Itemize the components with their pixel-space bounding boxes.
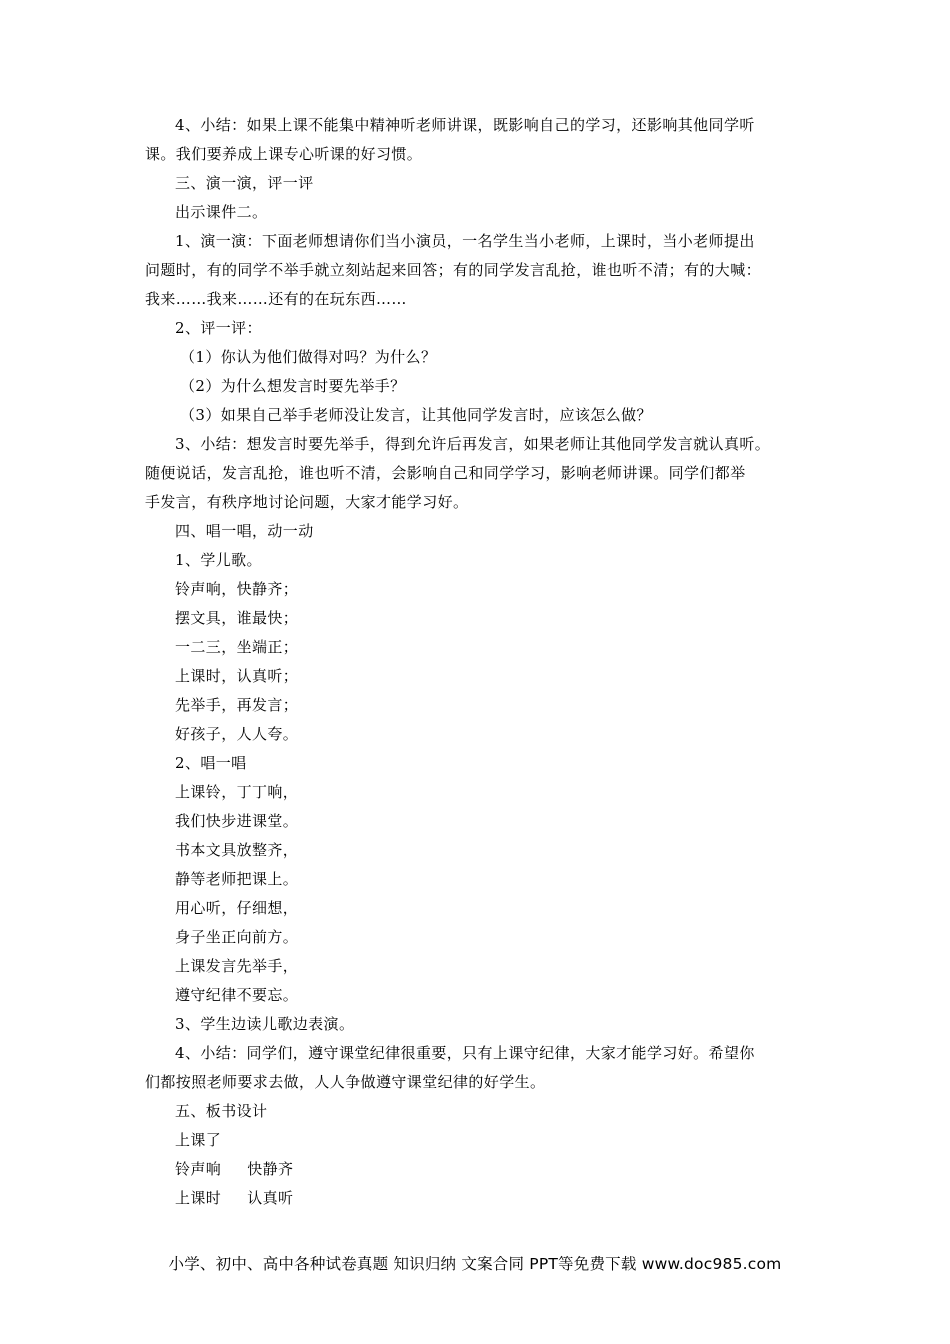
verse-line: 上课发言先举手， <box>175 957 299 975</box>
paragraph-line: 4、小结：如果上课不能集中精神听老师讲课，既影响自己的学习，还影响其他同学听 <box>175 116 755 134</box>
board-cell: 认真听 <box>247 1189 294 1207</box>
document-body <box>145 111 815 1213</box>
verse-line: 上课时，认真听； <box>175 667 299 685</box>
paragraph-line: 我来……我来……还有的在玩东西…… <box>145 290 407 308</box>
verse-line: 静等老师把课上。 <box>175 870 299 888</box>
paragraph-line: 3、小结：想发言时要先举手，得到允许后再发言，如果老师让其他同学发言就认真听。 <box>175 435 771 453</box>
paragraph-line: 手发言，有秩序地讨论问题，大家才能学习好。 <box>145 493 469 511</box>
verse-line: 身子坐正向前方。 <box>175 928 299 946</box>
paragraph-line: 4、小结：同学们，遵守课堂纪律很重要，只有上课守纪律，大家才能学习好。希望你 <box>175 1044 755 1062</box>
paragraph-line: 们都按照老师要求去做，人人争做遵守课堂纪律的好学生。 <box>145 1073 546 1091</box>
footer-banner: 小学、初中、高中各种试卷真题 知识归纳 文案合同 PPT等免费下载 www.doc985.com <box>168 1255 782 1273</box>
question-item: （3）如果自己举手老师没让发言，让其他同学发言时，应该怎么做？ <box>180 406 652 424</box>
verse-line: 上课铃，丁丁响， <box>175 783 299 801</box>
verse-line: 一二三，坐端正； <box>175 638 299 656</box>
paragraph-line: 问题时，有的同学不举手就立刻站起来回答；有的同学发言乱抢，谁也听不清；有的大喊： <box>145 261 762 279</box>
paragraph-line: 1、学儿歌。 <box>175 551 262 569</box>
board-cell: 快静齐 <box>247 1160 294 1178</box>
board-title: 上课了 <box>175 1131 222 1149</box>
board-row <box>145 1184 815 1213</box>
paragraph-line: 3、学生边读儿歌边表演。 <box>175 1015 355 1033</box>
section-heading: 三、演一演，评一评 <box>175 174 314 192</box>
board-cell: 铃声响 <box>175 1160 222 1178</box>
verse-line: 用心听，仔细想， <box>175 899 299 917</box>
paragraph-line: 2、评一评： <box>175 319 262 337</box>
board-row <box>145 1155 815 1184</box>
paragraph-line: 出示课件二。 <box>175 203 268 221</box>
verse-line: 铃声响，快静齐； <box>175 580 299 598</box>
verse-line: 好孩子，人人夸。 <box>175 725 299 743</box>
board-cell: 上课时 <box>175 1189 222 1207</box>
verse-line: 遵守纪律不要忘。 <box>175 986 299 1004</box>
paragraph-line: 课。我们要养成上课专心听课的好习惯。 <box>145 145 423 163</box>
section-heading: 五、板书设计 <box>175 1102 268 1120</box>
paragraph-line: 1、演一演：下面老师想请你们当小演员，一名学生当小老师，上课时，当小老师提出 <box>175 232 755 250</box>
paragraph-line: 2、唱一唱 <box>175 754 247 772</box>
paragraph-line: 随便说话，发言乱抢，谁也听不清，会影响自己和同学学习，影响老师讲课。同学们都举 <box>145 464 746 482</box>
section-heading: 四、唱一唱，动一动 <box>175 522 314 540</box>
verse-line: 我们快步进课堂。 <box>175 812 299 830</box>
verse-line: 摆文具，谁最快； <box>175 609 299 627</box>
verse-line: 先举手，再发言； <box>175 696 299 714</box>
question-item: （1）你认为他们做得对吗？为什么？ <box>180 348 437 366</box>
question-item: （2）为什么想发言时要先举手？ <box>180 377 406 395</box>
verse-line: 书本文具放整齐， <box>175 841 299 859</box>
